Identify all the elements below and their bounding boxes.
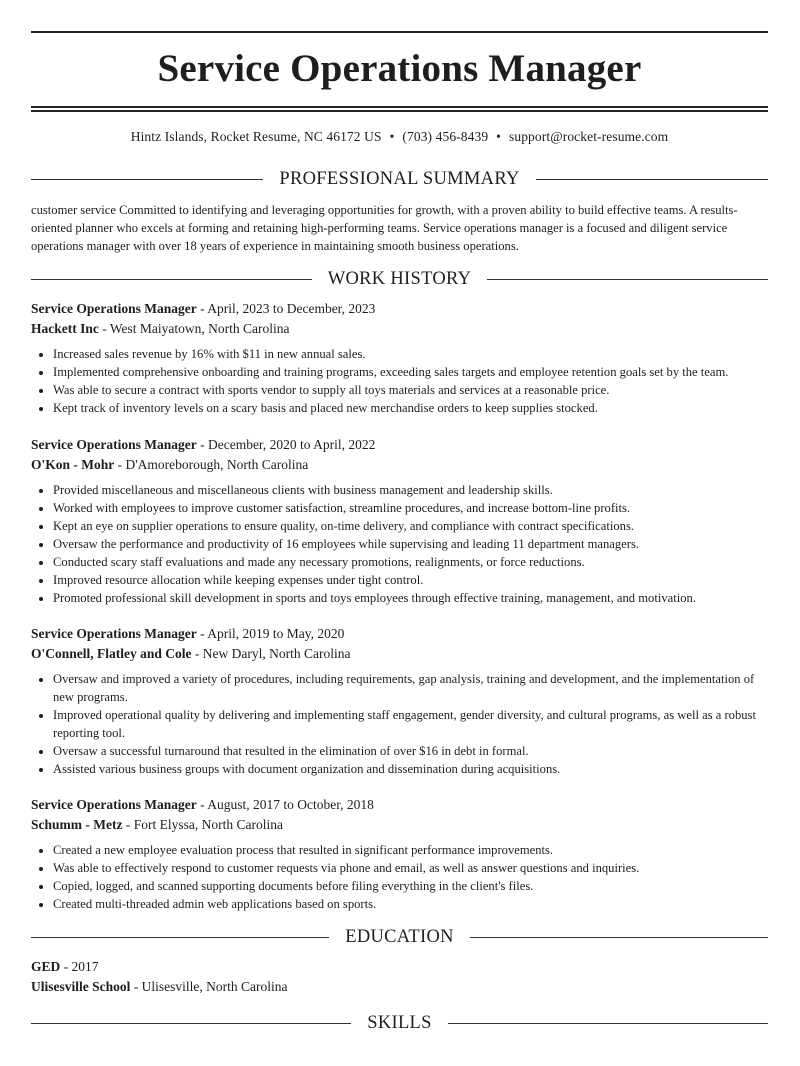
job-bullet-list (31, 670, 768, 778)
resume-page (31, 31, 768, 1035)
heading-rule (487, 279, 768, 280)
job-bullet: • Oversaw the performance and productivity of 16 employees while supervising and leading 11 department managers. (53, 535, 768, 553)
education-year: - 2017 (60, 959, 99, 974)
work-history-list (31, 299, 768, 913)
heading-rule (31, 937, 329, 938)
job-title: Service Operations Manager (31, 626, 197, 641)
summary-text: customer service Committed to identifying and leveraging opportunities for growth, with a proven ability to build effective teams. A results-oriented planner who excels at forming and retaining high-performing teams. Service operations manager is a focused and diligent service operations manager with over 18 years of experience in maintaining smooth business operations. (31, 203, 738, 253)
education-school-line (31, 977, 768, 997)
job-bullet: • Worked with employees to improve customer satisfaction, streamline procedures, and increase bottom-line profits. (53, 499, 768, 517)
job-company-line (31, 815, 768, 835)
job-company: Hackett Inc (31, 321, 99, 336)
education-degree-line (31, 957, 768, 977)
job-bullet: • Improved resource allocation while keeping expenses under tight control. (53, 571, 768, 589)
job-bullet: • Created a new employee evaluation process that resulted in significant performance improvements. (53, 841, 768, 859)
contact-separator: • (496, 129, 501, 144)
section-heading-work (31, 267, 768, 291)
job-bullet-list (31, 841, 768, 913)
job-title-line (31, 299, 768, 319)
job-title: Service Operations Manager (31, 301, 197, 316)
job-bullet: • Oversaw a successful turnaround that resulted in the elimination of over $16 in debt in formal. (53, 742, 768, 760)
job-company: Schumm - Metz (31, 817, 123, 832)
job-bullet: • Assisted various business groups with document organization and dissemination during acquisitions. (53, 760, 768, 778)
job-bullet: • Was able to effectively respond to customer requests via phone and email, as well as answer questions and inquiries. (53, 859, 768, 877)
contact-separator: • (389, 129, 395, 144)
job-location: - New Daryl, North Carolina (191, 646, 351, 661)
job-title-line (31, 435, 768, 455)
job-bullet: • Kept track of inventory levels on a scary basis and placed new merchandise orders to keep supplies stocked. (53, 399, 768, 417)
job-bullet: • Conducted scary staff evaluations and made any necessary promotions, realignments, or force reductions. (53, 553, 768, 571)
job-company-line (31, 644, 768, 664)
job-bullet: • Created multi-threaded admin web applications based on sports. (53, 895, 768, 913)
job-bullet: • Kept an eye on supplier operations to ensure quality, on-time delivery, and compliance with contract specifications. (53, 517, 768, 535)
contact-line (31, 129, 768, 147)
job-company-line (31, 455, 768, 475)
job-location: - D'Amoreborough, North Carolina (114, 457, 309, 472)
education-degree: GED (31, 959, 61, 974)
job-bullet-list (31, 481, 768, 607)
job-dates: - April, 2023 to December, 2023 (196, 301, 376, 316)
heading-rule (31, 1023, 351, 1024)
job-entry (31, 435, 768, 607)
section-heading-skills (31, 1011, 768, 1035)
job-entry (31, 299, 768, 417)
job-entry (31, 624, 768, 778)
job-bullet: • Increased sales revenue by 16% with $11 in new annual sales. (53, 345, 768, 363)
job-bullet: • Was able to secure a contract with sports vendor to supply all toys materials and services at a reasonable price. (53, 381, 768, 399)
heading-rule (470, 937, 768, 938)
job-bullet: • Promoted professional skill development in sports and toys employees through effective training, management, and motivation. (53, 589, 768, 607)
job-bullet: • Improved operational quality by delivering and implementing staff engagement, gender diversity, and cultural programs, as well as a robust reporting tool. (53, 706, 768, 742)
job-title: Service Operations Manager (31, 437, 197, 452)
job-company: O'Kon - Mohr (31, 457, 115, 472)
education-heading: EDUCATION (345, 926, 454, 947)
education-school: Ulisesville School (31, 979, 131, 994)
resume-name: Service Operations Manager (157, 47, 642, 90)
job-bullet: • Oversaw and improved a variety of procedures, including requirements, gap analysis, training and development, and the implementation of new programs. (53, 670, 768, 706)
job-company-line (31, 319, 768, 339)
job-dates: - April, 2019 to May, 2020 (196, 626, 345, 641)
contact-phone: (703) 456-8439 (402, 129, 489, 144)
contact-email[interactable]: support@rocket-resume.com (509, 129, 669, 144)
heading-rule (448, 1023, 768, 1024)
job-entry (31, 795, 768, 913)
job-title-line (31, 795, 768, 815)
job-dates: - December, 2020 to April, 2022 (196, 437, 376, 452)
job-dates: - August, 2017 to October, 2018 (196, 797, 374, 812)
work-heading: WORK HISTORY (327, 268, 472, 289)
section-heading-education (31, 925, 768, 949)
education-location: - Ulisesville, North Carolina (130, 979, 288, 994)
contact-address: Hintz Islands, Rocket Resume, NC 46172 US (130, 129, 382, 144)
education-entry (31, 957, 768, 997)
job-company: O'Connell, Flatley and Cole (31, 646, 192, 661)
job-title: Service Operations Manager (31, 797, 197, 812)
heading-rule (536, 179, 768, 180)
job-location: - West Maiyatown, North Carolina (98, 321, 290, 336)
job-title-line (31, 624, 768, 644)
job-bullet: • Provided miscellaneous and miscellaneous clients with business management and leadership skills. (53, 481, 768, 499)
heading-rule (31, 179, 263, 180)
job-bullet: • Implemented comprehensive onboarding and training programs, exceeding sales targets and employee retention goals set by the team. (53, 363, 768, 381)
heading-rule (31, 279, 312, 280)
job-bullet: • Copied, logged, and scanned supporting documents before filing everything in the client's files. (53, 877, 768, 895)
job-bullet-list (31, 345, 768, 417)
skills-heading: SKILLS (367, 1012, 432, 1033)
summary-heading: PROFESSIONAL SUMMARY (279, 168, 520, 189)
header-double-rule (31, 106, 768, 112)
section-heading-summary (31, 167, 768, 191)
job-location: - Fort Elyssa, North Carolina (122, 817, 283, 832)
